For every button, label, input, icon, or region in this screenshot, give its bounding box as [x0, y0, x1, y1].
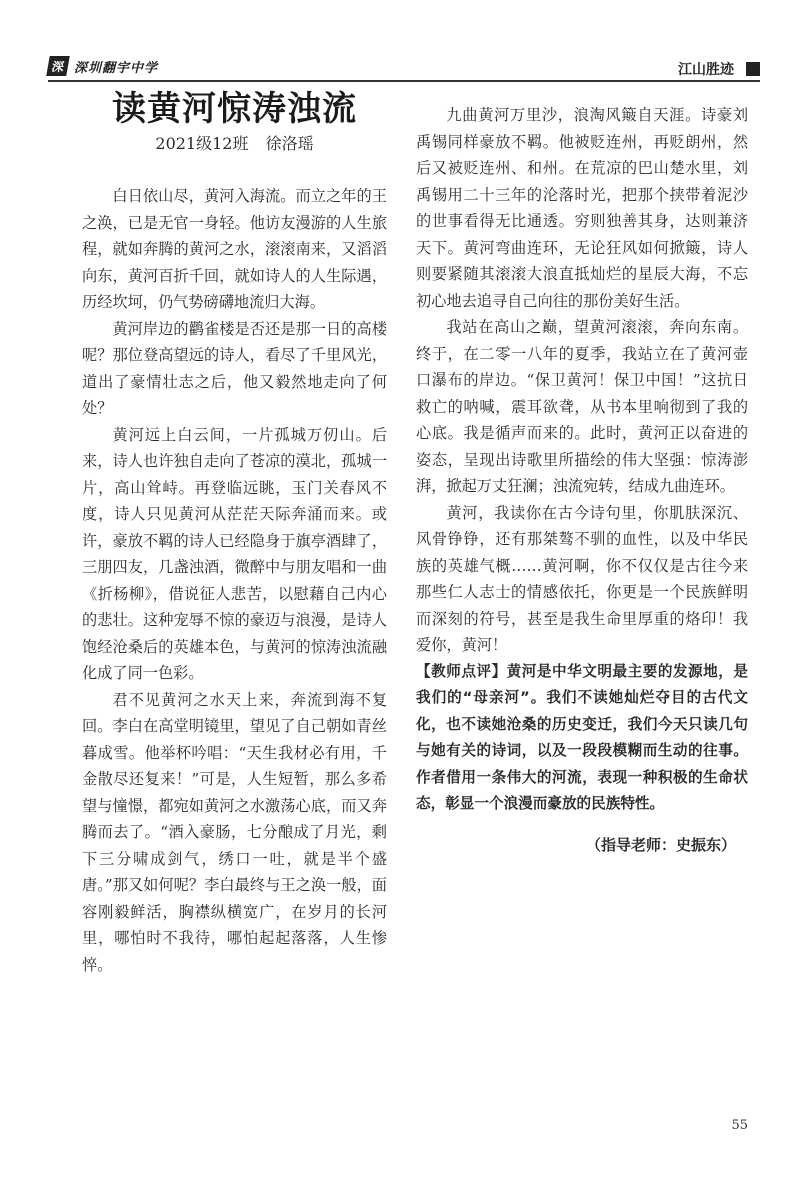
author-class: 2021级12班 — [155, 133, 249, 153]
paragraph: 白日依山尽，黄河入海流。而立之年的王之涣，已是无官一身轻。他访友漫游的人生旅程，就如奔腾的黄河之水，滚滚南来，又滔滔向东，黄河百折千回，就如诗人的人生际遇，历经坎坷，仍气势磅礴地流归大海。 — [82, 187, 387, 311]
header-rule — [48, 80, 760, 82]
page-header — [48, 56, 760, 82]
author-name: 徐洛瑶 — [265, 133, 314, 153]
paragraph: 黄河远上白云间，一片孤城万仞山。后来，诗人也许独自走向了苍凉的漠北，孤城一片，高山耸峙。再登临远眺，玉门关春风不度，诗人只见黄河从茫茫天际奔涌而来。或许，豪放不羁的诗人已经隐身于旗亭酒肆了，三朋四友，几盏浊酒，微醉中与朋友唱和一曲《折杨柳》，借说征人悲苦，以慰藉自己内心的悲壮。这种宠辱不惊的豪迈与浪漫，是诗人饱经沧桑后的英雄本色，与黄河的惊涛浊流融化成了同一色彩。 — [82, 425, 387, 682]
byline — [82, 131, 387, 158]
section-name: 江山胜迹 — [678, 62, 734, 78]
paragraph: 君不见黄河之水天上来，奔流到海不复回。李白在高堂明镜里，望见了自己朝如青丝暮成雪。他举杯吟唱：“天生我材必有用，千金散尽还复来！”可是，人生短暂，那么多希望与憧憬，都宛如黄河之水激荡心底，而又奔腾而去了。“酒入豪肠，七分酿成了月光，剩下三分啸成剑气，绣口一吐，就是半个盛唐。”那又如何呢？李白最终与王之涣一般，面容刚毅鲜活，胸襟纵横宽广，在岁月的长河里，哪怕时不我待，哪怕起起落落，人生惨悴。 — [82, 690, 387, 974]
advisor-credit: （指导老师：史振东） — [585, 835, 736, 854]
paragraph: 黄河，我读你在古今诗句里，你肌肤深沉、风骨铮铮，还有那桀骜不驯的血性，以及中华民族的英雄气概……黄河啊，你不仅仅是古往今来那些仁人志士的情感依托，你更是一个民族鲜明而深刻的符号，甚至是我生命里厚重的烙印！我爱你，黄河！ — [416, 503, 748, 654]
journal-name: 深圳翻宇中学 — [74, 60, 159, 76]
paragraph: 我站在高山之巅，望黄河滚滚，奔向东南。终于，在二零一八年的夏季，我站立在了黄河壶口瀑布的岸边。“保卫黄河！保卫中国！”这抗日救亡的呐喊，震耳欲聋，从书本里响彻到了我的心底。我是循声而来的。此时，黄河正以奋进的姿态，呈现出诗歌里所描绘的伟大坚强：惊涛澎湃，掀起万丈狂澜；浊流宛转，结成九曲连环。 — [416, 318, 748, 495]
logo-mark-icon: 深 — [46, 56, 70, 76]
left-column — [82, 89, 387, 978]
article-title: 读黄河惊涛浊流 — [112, 89, 357, 129]
page-number: 55 — [731, 1118, 748, 1133]
right-column — [416, 102, 748, 858]
journal-logo — [48, 56, 158, 76]
teacher-comment: 【教师点评】黄河是中华文明最主要的发源地，是我们的“母亲河”。我们不读她灿烂夺目的古代文化，也不读她沧桑的历史变迁，我们今天只读几句与她有关的诗词，以及一段段模糊而生动的往事。作者借用一条伟大的河流，表现一种积极的生命状态，彰显一个浪漫而豪放的民族特性。 — [416, 662, 748, 812]
section-square-icon — [746, 62, 760, 76]
paragraph: 九曲黄河万里沙，浪淘风簸自天涯。诗豪刘禹锡同样豪放不羁。他被贬连州，再贬朗州，然后又被贬连州、和州。在荒凉的巴山楚水里，刘禹锡用二十三年的沦落时光，把那个挟带着泥沙的世事看得无比通透。穷则独善其身，达则兼济天下。黄河弯曲连环，无论狂风如何掀簸，诗人则要紧随其滚滚大浪直抵灿烂的星辰大海，不忘初心地去追寻自己向往的那份美好生活。 — [416, 106, 748, 310]
paragraph: 黄河岸边的鹳雀楼是否还是那一日的高楼呢？那位登高望远的诗人，看尽了千里风光，道出了豪情壮志之后，他又毅然地走向了何处？ — [82, 319, 387, 417]
